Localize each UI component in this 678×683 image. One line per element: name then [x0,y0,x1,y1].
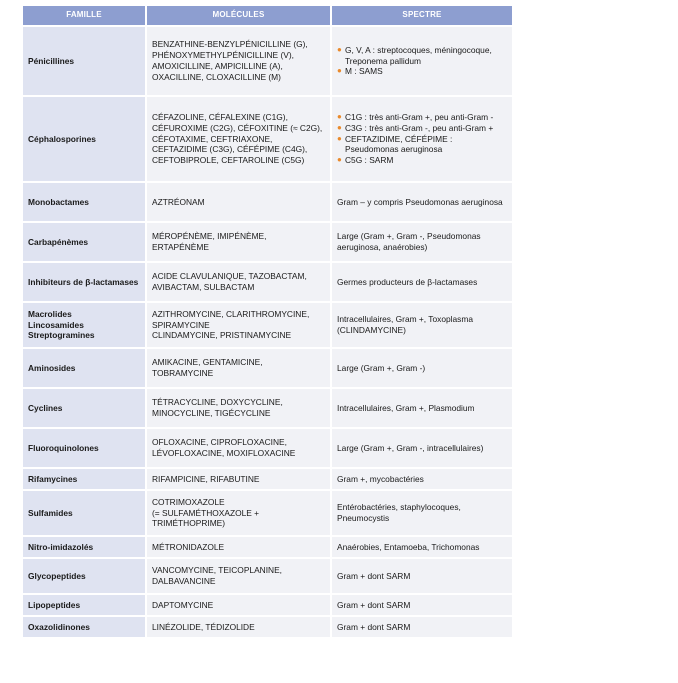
famille-name: Macrolides [28,308,72,319]
famille-cell [23,223,147,263]
famille-name: Lincosamides [28,319,84,330]
table-row [23,429,512,469]
spectre-cell [332,429,512,469]
molecule-line: TOBRAMYCINE [152,368,214,378]
spectre-text: Gram + dont SARM [337,621,411,632]
spectre-text: Anaérobies, Entamoeba, Trichomonas [337,541,480,552]
spectre-cell [332,491,512,537]
famille-name: Glycopeptides [28,570,86,581]
molecules-cell [147,537,332,559]
molecule-line: DALBAVANCINE [152,576,216,586]
table-row [23,27,512,97]
famille-cell [23,183,147,223]
bullet-dot-icon: ● [337,155,342,165]
spectre-cell [332,469,512,491]
famille-cell [23,595,147,617]
famille-cell [23,303,147,349]
molecule-line: RIFAMPICINE, RIFABUTINE [152,473,260,484]
spectre-text: Germes producteurs de β-lactamases [337,276,478,287]
molecule-line: OXACILLINE, CLOXACILLINE (M) [152,71,281,82]
header-spectre: SPECTRE [332,6,512,27]
spectre-bullet-item [337,134,507,156]
antibiotic-table [23,6,512,639]
famille-name: Inhibiteurs de β-lactamases [28,276,139,287]
spectre-bullet-item [337,155,507,166]
molecule-line: AZITHROMYCINE, CLARITHROMYCINE, [152,308,310,319]
header-row [23,6,512,27]
spectre-bullet-text: C3G : très anti-Gram -, peu anti-Gram + [345,122,494,133]
table-row [23,491,512,537]
spectre-bullet-item [337,45,507,67]
molecule-line: ERTAPÉNÈME [152,242,209,252]
famille-name: Lipopeptides [28,599,81,610]
famille-cell [23,429,147,469]
spectre-text: Large (Gram +, Gram -, intracellulaires) [337,442,484,453]
table-row [23,595,512,617]
spectre-bullet-text: CEFTAZIDIME, CÉFÉPIME : Pseudomonas aeruginosa [345,133,453,155]
molecules-cell [147,183,332,223]
spectre-cell [332,223,512,263]
spectre-cell [332,27,512,97]
famille-name: Carbapénèmes [28,236,89,247]
famille-cell [23,617,147,639]
molecule-line: (= SULFAMÉTHOXAZOLE + [152,507,260,518]
table-row [23,389,512,429]
bullet-dot-icon: ● [337,66,342,76]
bullet-dot-icon: ● [337,44,342,54]
table-row [23,223,512,263]
molecule-line: AMIKACINE, GENTAMICINE, [152,357,263,368]
spectre-cell [332,183,512,223]
table-row [23,469,512,491]
table-header [23,6,512,27]
spectre-text: Entérobactéries, staphylocoques, Pneumocystis [337,502,461,523]
bullet-dot-icon: ● [337,133,342,143]
famille-cell [23,469,147,491]
famille-name: Pénicillines [28,55,75,66]
table-row [23,349,512,389]
molecules-cell [147,97,332,183]
famille-name: Sulfamides [28,507,73,518]
molecules-cell [147,559,332,595]
spectre-bullet-item [337,123,507,134]
spectre-text: Intracellulaires, Gram +, Plasmodium [337,402,475,413]
molecule-line: MÉTRONIDAZOLE [152,541,225,552]
famille-cell [23,263,147,303]
table-row [23,97,512,183]
spectre-bullet-text: M : SAMS [345,66,383,77]
famille-name: Monobactames [28,196,89,207]
spectre-cell [332,537,512,559]
molecules-cell [147,263,332,303]
molecule-line: COTRIMOXAZOLE [152,496,225,507]
molecule-line: SPIRAMYCINE [152,319,210,330]
spectre-text: Intracellulaires, Gram +, Toxoplasma (CLINDAMYCINE) [337,314,473,335]
molecule-line: CÉFUROXIME (C2G), CÉFOXITINE (≈ C2G), [152,122,323,133]
famille-cell [23,27,147,97]
molecules-cell [147,349,332,389]
molecule-line: OFLOXACINE, CIPROFLOXACINE, [152,437,287,448]
famille-cell [23,559,147,595]
spectre-text: Gram + dont SARM [337,599,411,610]
bullet-dot-icon: ● [337,111,342,121]
molecules-cell [147,389,332,429]
table-row [23,183,512,223]
molecules-cell [147,303,332,349]
molecules-cell [147,595,332,617]
spectre-text: Gram + dont SARM [337,570,411,581]
famille-cell [23,97,147,183]
spectre-cell [332,559,512,595]
spectre-text: Large (Gram +, Gram -, Pseudomonas aeruginosa, anaérobies) [337,231,481,252]
header-molecules: MOLÉCULES [147,6,332,27]
famille-name: Nitro-imidazolés [28,541,94,552]
molecule-line: MÉROPÉNÈME, IMIPÉNÈME, [152,231,267,242]
molecule-line: TRIMÉTHOPRIME) [152,518,226,529]
molecule-line: LINÉZOLIDE, TÉDIZOLIDE [152,621,255,632]
molecules-cell [147,617,332,639]
molecule-line: TÉTRACYCLINE, DOXYCYCLINE, [152,397,283,408]
molecule-line: AVIBACTAM, SULBACTAM [152,282,255,292]
famille-cell [23,349,147,389]
famille-name: Cyclines [28,402,63,413]
molecule-line: VANCOMYCINE, TEICOPLANINE, [152,565,282,576]
molecule-line: MINOCYCLINE, TIGÉCYCLINE [152,408,271,418]
header-famille: FAMILLE [23,6,147,27]
famille-cell [23,537,147,559]
spectre-cell [332,389,512,429]
famille-name: Oxazolidinones [28,621,90,632]
famille-name: Aminosides [28,362,76,373]
spectre-text: Gram +, mycobactéries [337,473,424,484]
spectre-bullet-text: C1G : très anti-Gram +, peu anti-Gram - [345,111,494,122]
spectre-bullet-text: C5G : SARM [345,155,394,166]
spectre-bullet-text: G, V, A : streptocoques, méningocoque, Treponema pallidum [345,44,492,66]
spectre-cell [332,595,512,617]
molecule-line: DAPTOMYCINE [152,599,214,610]
spectre-text: Gram – y compris Pseudomonas aeruginosa [337,196,503,207]
famille-cell [23,491,147,537]
famille-name: Fluoroquinolones [28,442,99,453]
spectre-cell [332,97,512,183]
spectre-cell [332,263,512,303]
famille-name: Rifamycines [28,473,78,484]
molecules-cell [147,223,332,263]
spectre-cell [332,303,512,349]
molecule-line: AZTRÉONAM [152,196,205,207]
table-row [23,559,512,595]
famille-name: Céphalosporines [28,133,96,144]
spectre-cell [332,349,512,389]
spectre-bullet-item [337,66,507,77]
spectre-text: Large (Gram +, Gram -) [337,362,426,373]
molecule-line: ACIDE CLAVULANIQUE, TAZOBACTAM, [152,271,307,282]
famille-cell [23,389,147,429]
molecule-line: CÉFOTAXIME, CEFTRIAXONE, [152,133,273,144]
molecules-cell [147,429,332,469]
spectre-bullet-item [337,112,507,123]
molecule-line: PHÉNOXYMETHYLPÉNICILLINE (V), [152,50,294,61]
table-row [23,263,512,303]
molecules-cell [147,27,332,97]
table-row [23,303,512,349]
bullet-dot-icon: ● [337,122,342,132]
molecules-cell [147,469,332,491]
spectre-cell [332,617,512,639]
molecule-line: CEFTAZIDIME (C3G), CÉFÉPIME (C4G), [152,144,308,155]
molecule-line: CLINDAMYCINE, PRISTINAMYCINE [152,330,292,341]
molecule-line: BENZATHINE-BENZYLPÉNICILLINE (G), [152,39,308,50]
table-row [23,537,512,559]
table-body [23,27,512,639]
table-row [23,617,512,639]
molecule-line: LÉVOFLOXACINE, MOXIFLOXACINE [152,448,296,458]
famille-name: Streptogramines [28,330,95,341]
molecules-cell [147,491,332,537]
molecule-line: AMOXICILLINE, AMPICILLINE (A), [152,61,283,71]
molecule-line: CÉFAZOLINE, CÉFALEXINE (C1G), [152,111,288,122]
molecule-line: CEFTOBIPROLE, CEFTAROLINE (C5G) [152,155,305,166]
